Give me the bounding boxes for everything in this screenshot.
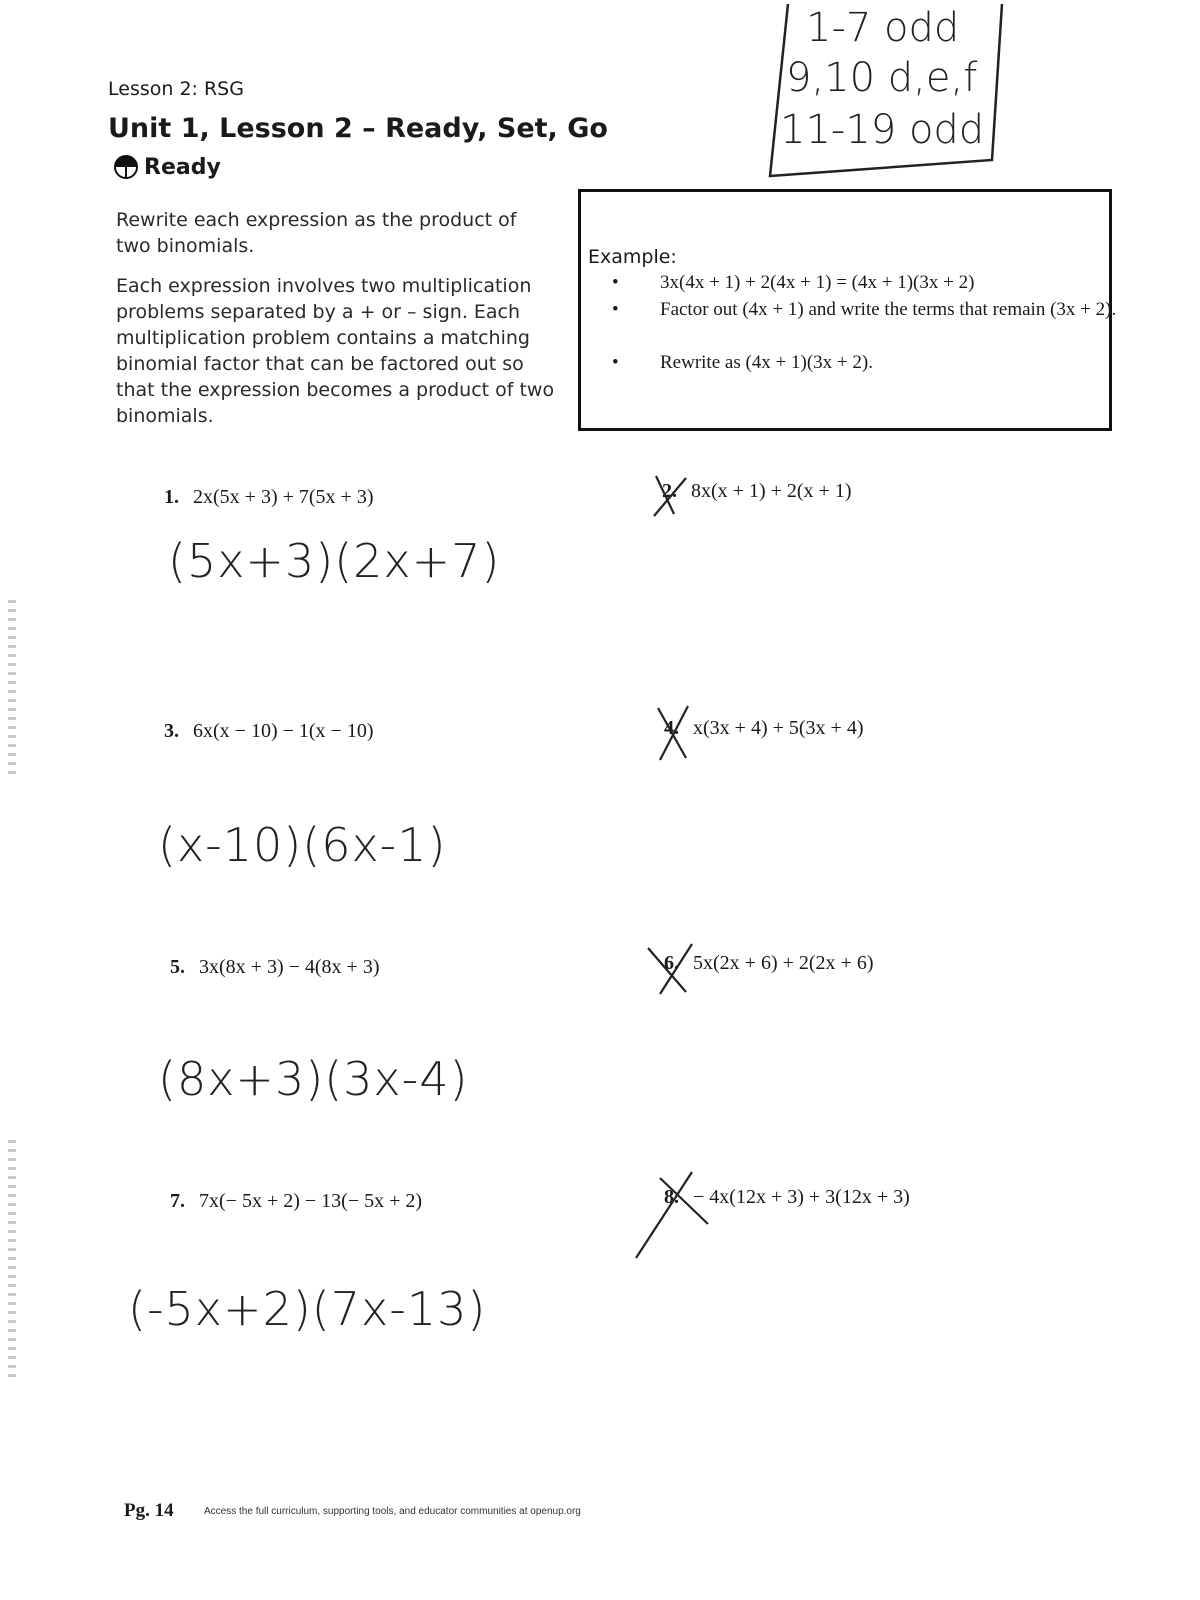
problem-expression: 7x(− 5x + 2) − 13(− 5x + 2): [199, 1190, 423, 1212]
problem-expression: x(3x + 4) + 5(3x + 4): [693, 717, 864, 739]
bullet-icon: •: [612, 299, 619, 320]
ready-icon: [112, 153, 140, 181]
problem-7: [170, 1190, 422, 1213]
handwritten-answer: (x-10)(6x-1): [158, 818, 447, 872]
problem-number: 5.: [170, 956, 185, 978]
problem-number: 4.: [664, 717, 679, 739]
cross-out-mark: [632, 1166, 716, 1262]
cross-out-mark: [646, 940, 698, 996]
lesson-label: Lesson 2: RSG: [108, 78, 244, 100]
problem-number: 7.: [170, 1190, 185, 1212]
handwritten-answer: (8x+3)(3x-4): [158, 1052, 469, 1106]
problem-expression: 5x(2x + 6) + 2(2x + 6): [693, 952, 874, 974]
example-bullet-text: Factor out (4x + 1) and write the terms that remain (3x + 2).: [660, 299, 1117, 320]
problem-number: 8.: [664, 1186, 679, 1208]
section-heading: [112, 153, 221, 181]
problem-number: 3.: [164, 720, 179, 742]
bullet-icon: •: [612, 272, 619, 293]
scan-edge-artifact: [8, 600, 16, 780]
section-label: Ready: [144, 154, 221, 180]
instruction-text: Each expression involves two multiplication problems separated by a + or – sign. Each multiplication problem contains a matching binomial factor that can be factored out so that the expression becomes a product of two binomials.: [116, 275, 555, 427]
cross-out-mark: [652, 702, 696, 762]
example-bullet-text: 3x(4x + 1) + 2(4x + 1) = (4x + 1)(3x + 2): [660, 272, 975, 293]
assignment-line: 1-7 odd: [806, 5, 960, 51]
handwritten-answer: (-5x+2)(7x-13): [128, 1282, 487, 1336]
assignment-line: 9,10 d,e,f: [786, 55, 978, 101]
page-number: Pg. 14: [124, 1500, 174, 1521]
problem-5: [170, 956, 379, 979]
example-title: Example:: [588, 246, 677, 268]
problem-3: [164, 720, 373, 743]
problem-number: 2.: [662, 480, 677, 502]
problem-number: 6.: [664, 952, 679, 974]
page-title: Unit 1, Lesson 2 – Ready, Set, Go: [108, 113, 608, 144]
example-bullet-text: Rewrite as (4x + 1)(3x + 2).: [660, 352, 873, 373]
problem-expression: 8x(x + 1) + 2(x + 1): [691, 480, 852, 502]
problem-expression: 3x(8x + 3) − 4(8x + 3): [199, 956, 380, 978]
problem-expression: 6x(x − 10) − 1(x − 10): [193, 720, 374, 742]
problem-expression: − 4x(12x + 3) + 3(12x + 3): [693, 1186, 910, 1208]
assignment-line: 11-19 odd: [780, 107, 985, 153]
assignment-note: [766, 0, 1010, 180]
instruction-text: Rewrite each expression as the product of two binomials.: [116, 209, 517, 257]
problem-expression: 2x(5x + 3) + 7(5x + 3): [193, 486, 374, 508]
handwritten-answer: (5x+3)(2x+7): [168, 534, 501, 588]
bullet-icon: •: [612, 352, 619, 373]
cross-out-mark: [650, 472, 694, 520]
problem-number: 1.: [164, 486, 179, 508]
scan-edge-artifact: [8, 1140, 16, 1380]
problem-1: [164, 486, 373, 509]
footer-note: Access the full curriculum, supporting tools, and educator communities at openup.org: [204, 1506, 581, 1517]
